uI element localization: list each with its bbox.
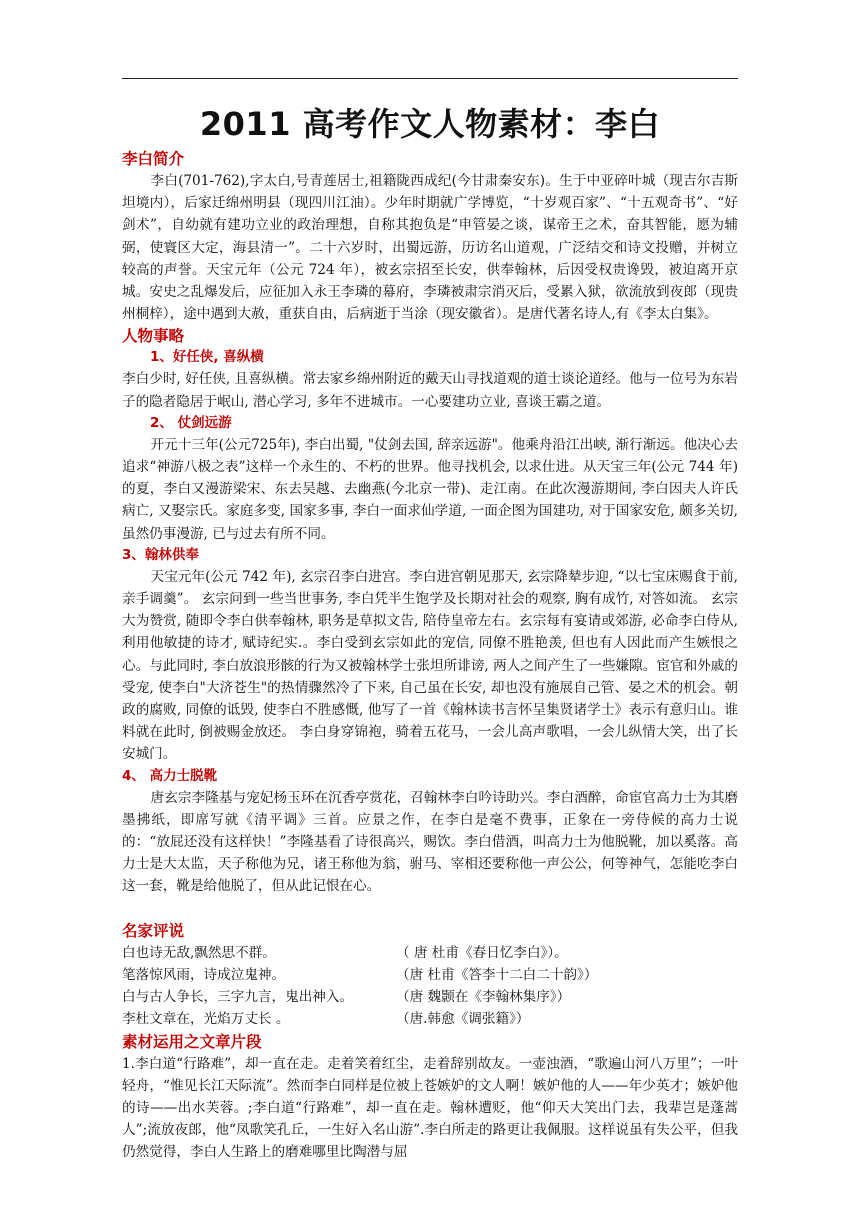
comment-source: （ 唐 杜甫《春日忆李白》）。 [396, 944, 568, 961]
deed-1-heading: 1、好任侠, 喜纵横 [150, 349, 264, 366]
comments-heading: 名家评说 [122, 921, 185, 940]
deed-3-paragraph: 天宝元年(公元 742 年), 玄宗召李白进宫。李白进宫朝见那天, 玄宗降辇步迎, “以七宝床赐食于前, 亲手调羹”。 玄宗问到一些当世事务, 李白凭半生饱学及长期对社会的观察, 胸有成竹, 对答如流。 玄宗大为赞赏, 随即令李白供奉翰林, 职务是草拟文告, 陪侍皇帝左右。玄宗每有宴请或郊游, 必命李白侍从, 利用他敏捷的诗才, 赋诗纪实.。李白受到玄宗如此的宠信, 同僚不胜艳羡, 但也有人因此而产生嫉恨之心。与此同时, 李白放浪形骸的行为又被翰林学士张坦所诽谤, 两人之间产生了一些嫌隙。宦官和外戚的受宠, 使李白"大济苍生"的热情骤然冷了下来, 自己虽在长安, 却也没有施展自己管、晏之术的机会。朝政的腐败, 同僚的诋毁, 使李白不胜感慨, 他写了一首《翰林读书言怀呈集贤诸学士》表示有意归山。谁料就在此时, 倒被赐金放还。 李白身穿锦袍，骑着五花马，一会儿高声歌唱，一会儿纵情大笑，出了长安城门。 [122, 568, 738, 763]
page-title: 2011 高考作文人物素材：李白 [199, 105, 661, 143]
comment-quote: 笔落惊风雨，诗成泣鬼神。 [122, 966, 286, 983]
deed-1-paragraph: 李白少时, 好任侠, 且喜纵横。常去家乡绵州附近的戴天山寻找道观的道士谈论道经。他与一位号为东岩子的隐者隐居于岷山, 潜心学习, 多年不进城市。一心要建功立业, 喜谈王霸之道。 [122, 371, 738, 410]
comment-quote: 白与古人争长，三字九言，鬼出神入。 [122, 989, 354, 1006]
comment-source: （唐 魏颢在《李翰林集序》） [396, 989, 571, 1006]
deed-4-paragraph: 唐玄宗李隆基与宠妃杨玉环在沉香亭赏花，召翰林李白吟诗助兴。李白酒醉，命宦官高力士为其磨墨拂纸，即席写就《清平调》三首。应景之作，在李白是毫不费事，正象在一旁侍候的高力士说的：“放屁还没有这样快！”李隆基看了诗很高兴，赐饮。李白借酒，叫高力士为他脱靴，加以奚落。高力士是大太监，天子称他为兄，诸王称他为翁，驸马、宰相还要称他一声公公，何等神气，怎能吃李白这一套，靴是给他脱了，但从此记恨在心。 [122, 789, 738, 895]
deed-4-heading: 4、 高力士脱靴 [122, 767, 218, 784]
deed-3-heading: 3、翰林供奉 [122, 546, 199, 563]
usage-paragraph: 1.李白道“行路难”，却一直在走。走着笑着红尘，走着辞别故友。一壶浊酒，“歌遍山河八万里”；一叶轻舟，“惟见长江天际流”。然而李白同样是位被上苍嫉妒的文人啊！嫉妒他的人——年少英才；嫉妒他的诗——出水芙蓉。;李白道“行路难”，却一直在走。翰林遭贬，他“仰天大笑出门去，我辈岂是蓬蒿人”;流放夜郎，他“凤歌笑孔丘，一生好入名山游”.李白所走的路更让我佩服。这样说虽有失公平，但我仍然觉得，李白人生路上的磨难哪里比陶潜与屈 [122, 1055, 738, 1161]
section-spacer [122, 898, 738, 920]
deeds-heading: 人物事略 [122, 327, 185, 346]
deed-2-heading: 2、 仗剑远游 [150, 414, 232, 431]
comment-row [122, 964, 738, 986]
usage-heading: 素材运用之文章片段 [122, 1032, 262, 1051]
document-body [122, 148, 738, 1164]
comment-source: （唐.韩愈《调张籍》） [396, 1011, 530, 1028]
comment-source: （唐 杜甫《答李十二白二十韵》） [396, 966, 598, 983]
comment-row [122, 942, 738, 964]
comment-quote: 李杜文章在，光焰万丈长 。 [122, 1011, 290, 1028]
bio-heading: 李白简介 [122, 150, 185, 168]
deed-2-paragraph: 开元十三年(公元725年), 李白出蜀, "仗剑去国, 辞亲远游"。他乘舟沿江出峡, 渐行渐远。他决心去追求“神游八极之表”这样一个永生的、不朽的世界。他寻找机会, 以求仕进。从天宝三年(公元 744 年)的夏，李白又漫游梁宋、东去吴越、去幽燕(今北京一带)、走江南。在此次漫游期间, 李白因夫人许氏病亡, 又娶宗氏。家庭多变, 国家多事, 李白一面求仙学道, 一面企图为国建功, 对于国家安危, 颇多关切, 虽然仍事漫游, 已与过去有所不同。 [122, 436, 738, 542]
comment-row [122, 986, 738, 1008]
header-rule [122, 78, 738, 79]
bio-paragraph: 李白(701-762),字太白,号青莲居士,祖籍陇西成纪(今甘肃秦安东)。生于中亚碎叶城（现吉尔吉斯坦境内），后家迁绵州明县（现四川江油）。少年时期就广学博览，“十岁观百家”、“十五观奇书”、“好剑术”，自幼就有建功立业的政治理想，自称其抱负是“申管晏之谈，谋帝王之术，奋其智能，愿为辅弼，使寰区大定，海县清一”。二十六岁时，出蜀远游，历访名山道观，广泛结交和诗文投赠，并树立较高的声誉。天宝元年（公元 724 年），被玄宗招至长安，供奉翰林，后因受权贵谗毁，被迫离开京城。安史之乱爆发后，应征加入永王李璘的幕府，李璘被肃宗消灭后，受累入狱，欲流放到夜郎（现贵州桐梓），途中遇到大赦，重获自由，后病逝于当涂（现安徽省）。是唐代著名诗人,有《李太白集》。 [122, 173, 738, 323]
comment-row [122, 1008, 738, 1030]
comment-quote: 白也诗无敌,飘然思不群。 [122, 944, 276, 961]
comments-table [122, 942, 738, 1031]
